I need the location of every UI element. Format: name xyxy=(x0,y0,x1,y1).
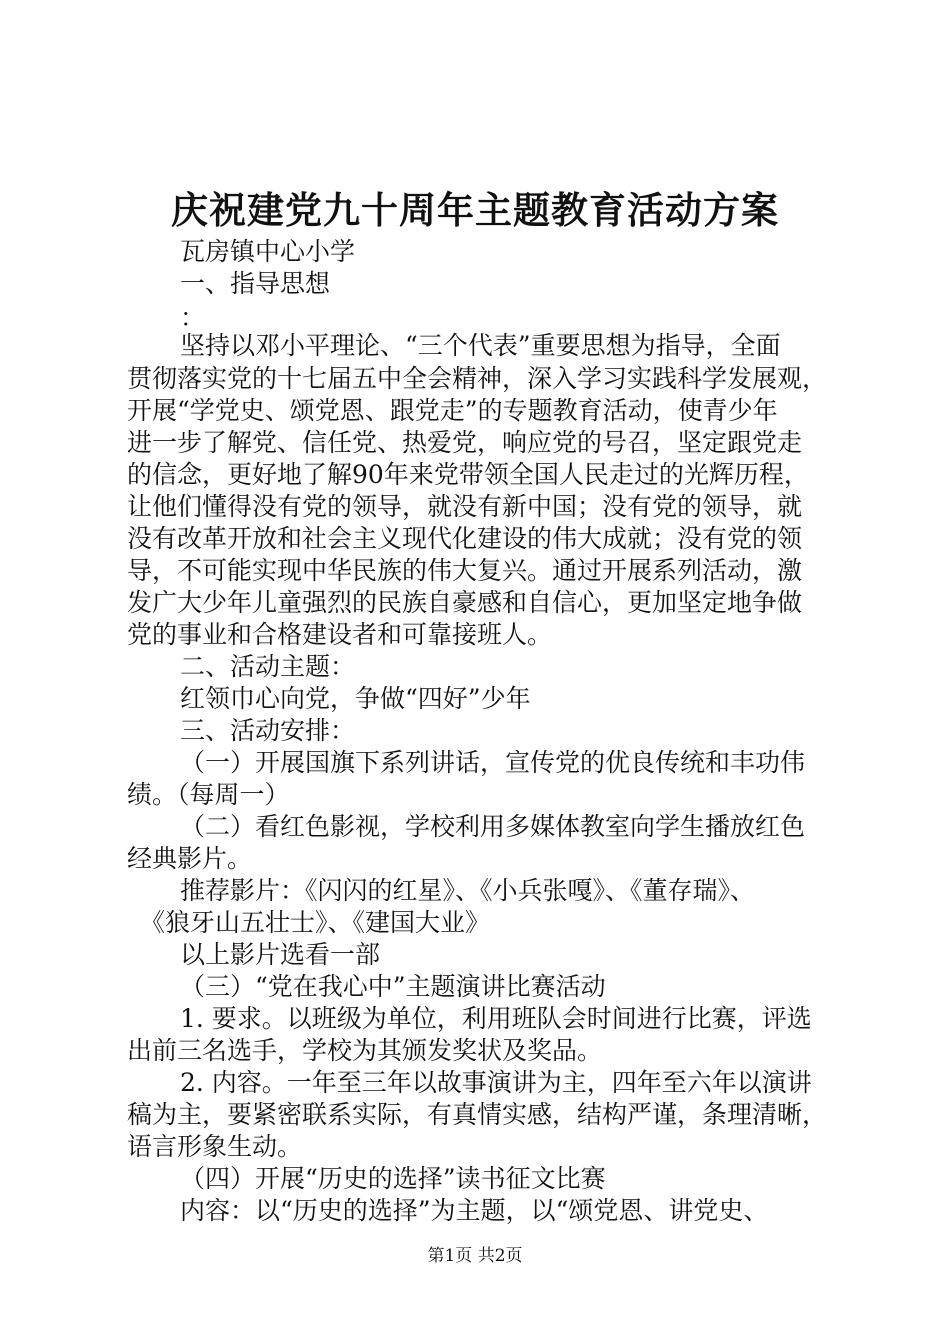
body-line: 绩。（每周一） xyxy=(127,780,290,809)
body-line: ： xyxy=(180,303,206,332)
body-line: 推荐影片：《闪闪的红星》、《小兵张嘎》、《董存瑞》、 xyxy=(180,876,756,905)
body-line: 红领巾心向党，争做“四好”少年 xyxy=(180,684,531,713)
body-line: 让他们懂得没有党的领导，就没有新中国；没有党的领导，就 xyxy=(127,492,803,521)
body-line: （一）开展国旗下系列讲话，宣传党的优良传统和丰功伟 xyxy=(180,748,806,777)
body-line: 党的事业和合格建设者和可靠接班人。 xyxy=(127,620,553,649)
body-line: 贯彻落实党的十七届五中全会精神，深入学习实践科学发展观， xyxy=(127,364,828,393)
body-line: （四）开展“历史的选择”读书征文比赛 xyxy=(180,1164,606,1193)
body-line: 瓦房镇中心小学 xyxy=(180,237,356,266)
body-line: 导，不可能实现中华民族的伟大复兴。通过开展系列活动，激 xyxy=(127,556,803,585)
page-footer: 第1页 共2页 xyxy=(427,1246,523,1266)
body-line: 《狼牙山五壮士》、《建国大业》 xyxy=(140,908,491,937)
body-line: 二、活动主题： xyxy=(180,652,356,681)
body-line: 的信念，更好地了解90年来党带领全国人民走过的光辉历程， xyxy=(127,460,809,489)
body-line: （二）看红色影视，学校利用多媒体教室向学生播放红色 xyxy=(180,812,806,841)
body-line: 一、指导思想 xyxy=(180,269,331,298)
body-line: 内容：以“历史的选择”为主题，以“颂党恩、讲党史、 xyxy=(180,1196,769,1225)
body-line: 发广大少年儿童强烈的民族自豪感和自信心，更加坚定地争做 xyxy=(127,588,803,617)
body-line: 1. 要求。以班级为单位，利用班队会时间进行比赛，评选 xyxy=(180,1004,812,1033)
body-line: 经典影片。 xyxy=(127,844,253,873)
document-title: 庆祝建党九十周年主题教育活动方案 xyxy=(171,188,779,232)
body-line: 2. 内容。一年至三年以故事演讲为主，四年至六年以演讲 xyxy=(180,1068,812,1097)
body-line: 坚持以邓小平理论、“三个代表”重要思想为指导，全面 xyxy=(180,331,781,360)
body-line: 进一步了解党、信任党、热爱党，响应党的号召，坚定跟党走 xyxy=(127,428,803,457)
body-line: 没有改革开放和社会主义现代化建设的伟大成就；没有党的领 xyxy=(127,524,803,553)
body-line: （三）“党在我心中”主题演讲比赛活动 xyxy=(180,972,606,1001)
body-line: 以上影片选看一部 xyxy=(180,940,381,969)
body-line: 出前三名选手，学校为其颁发奖状及奖品。 xyxy=(127,1036,603,1065)
body-line: 三、活动安排： xyxy=(180,716,356,745)
body-line: 语言形象生动。 xyxy=(127,1132,303,1161)
body-line: 开展“学党史、颂党恩、跟党走”的专题教育活动，使青少年 xyxy=(127,396,778,425)
body-line: 稿为主，要紧密联系实际，有真情实感，结构严谨，条理清晰， xyxy=(127,1100,828,1129)
